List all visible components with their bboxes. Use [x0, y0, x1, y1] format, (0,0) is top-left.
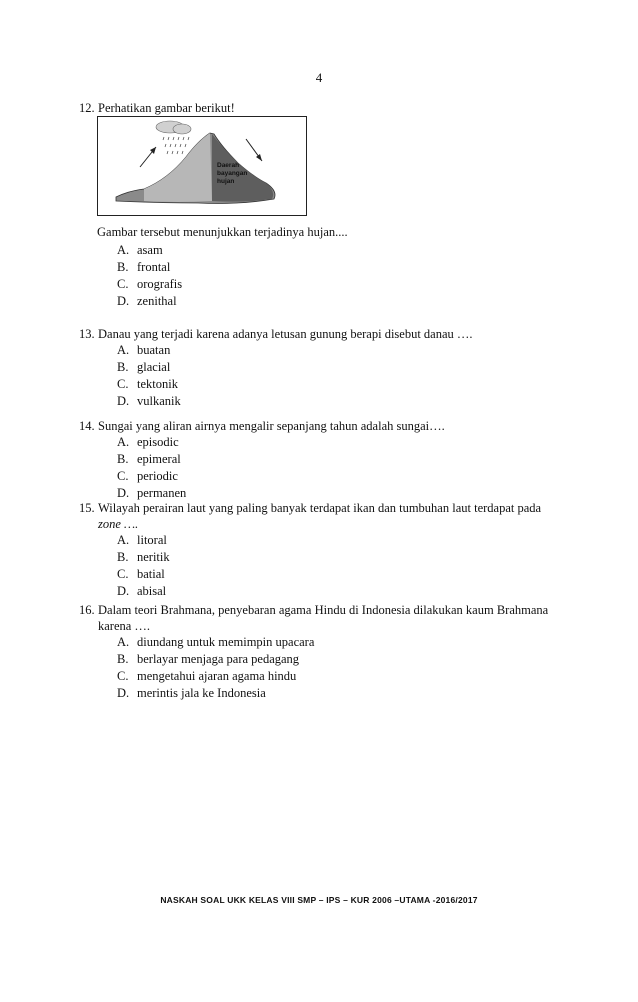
- option-c[interactable]: [117, 566, 564, 583]
- option-letter: C.: [117, 669, 129, 683]
- option-b[interactable]: [117, 451, 564, 468]
- question-13-options: [98, 342, 564, 410]
- question-number: 14.: [79, 419, 95, 433]
- cloud-shape-2: [173, 124, 191, 134]
- option-letter: A.: [117, 343, 130, 357]
- windward-slope: [144, 133, 212, 202]
- option-a[interactable]: [117, 342, 564, 359]
- option-c[interactable]: [117, 276, 182, 293]
- option-c[interactable]: [117, 376, 564, 393]
- option-letter: D.: [117, 394, 130, 408]
- question-text-line-2: karena ….: [98, 619, 151, 633]
- option-text: asam: [137, 243, 163, 257]
- option-letter: B.: [117, 652, 129, 666]
- option-letter: C.: [117, 567, 129, 581]
- mountain-diagram: [98, 117, 306, 215]
- option-d[interactable]: [117, 393, 564, 410]
- rain-drops: [163, 137, 189, 154]
- option-c[interactable]: [117, 468, 564, 485]
- question-12-lead: Gambar tersebut menunjukkan terjadinya hujan....: [97, 225, 348, 239]
- option-letter: D.: [117, 584, 130, 598]
- descending-air-arrow-icon: [246, 139, 262, 161]
- option-letter: D.: [117, 486, 130, 500]
- option-b[interactable]: [117, 549, 564, 566]
- option-b[interactable]: [117, 359, 564, 376]
- rising-air-arrow-icon: [140, 147, 156, 167]
- option-a[interactable]: [117, 634, 564, 651]
- question-14: [79, 418, 564, 502]
- option-letter: A.: [117, 435, 130, 449]
- option-text: abisal: [137, 584, 167, 598]
- question-text-line-2: zone ….: [98, 517, 139, 531]
- option-text: mengetahui ajaran agama hindu: [137, 669, 297, 683]
- question-text: Perhatikan gambar berikut!: [98, 101, 235, 115]
- option-d[interactable]: [117, 685, 564, 702]
- option-letter: D.: [117, 686, 130, 700]
- question-number: 13.: [79, 327, 95, 341]
- question-14-options: [98, 434, 564, 502]
- option-letter: C.: [117, 377, 129, 391]
- option-d[interactable]: [117, 293, 182, 310]
- question-number: 15.: [79, 501, 95, 515]
- option-text: episodic: [137, 435, 179, 449]
- rain-shadow-label-2: bayangan: [217, 170, 248, 177]
- option-text: vulkanik: [137, 394, 181, 408]
- option-text: litoral: [137, 533, 167, 547]
- option-letter: C.: [117, 277, 129, 291]
- question-number: 12.: [79, 101, 95, 115]
- option-text: berlayar menjaga para pedagang: [137, 652, 300, 666]
- rain-shadow-label-3: hujan: [217, 178, 235, 185]
- question-12: [79, 100, 564, 116]
- option-text: periodic: [137, 469, 178, 483]
- option-a[interactable]: [117, 434, 564, 451]
- option-letter: A.: [117, 533, 130, 547]
- page-number: 4: [315, 70, 323, 85]
- option-text: tektonik: [137, 377, 178, 391]
- option-c[interactable]: [117, 668, 564, 685]
- option-text: permanen: [137, 486, 187, 500]
- question-16-options: [98, 634, 564, 702]
- option-a[interactable]: [117, 532, 564, 549]
- question-text: Danau yang terjadi karena adanya letusan gunung berapi disebut danau ….: [98, 327, 473, 341]
- option-text: diundang untuk memimpin upacara: [137, 635, 315, 649]
- question-15-options: [98, 532, 564, 600]
- option-letter: B.: [117, 260, 129, 274]
- option-text: frontal: [137, 260, 171, 274]
- option-letter: C.: [117, 469, 129, 483]
- option-text: buatan: [137, 343, 171, 357]
- page-footer: NASKAH SOAL UKK KELAS VIII SMP – IPS – KUR 2006 –UTAMA -2016/2017: [160, 895, 478, 905]
- option-text: orografis: [137, 277, 183, 291]
- option-text: epimeral: [137, 452, 181, 466]
- option-letter: B.: [117, 452, 129, 466]
- question-text-line-1: Dalam teori Brahmana, penyebaran agama Hindu di Indonesia dilakukan kaum Brahmana: [98, 603, 549, 617]
- option-a[interactable]: [117, 242, 182, 259]
- question-text: Sungai yang aliran airnya mengalir sepanjang tahun adalah sungai….: [98, 419, 445, 433]
- option-d[interactable]: [117, 583, 564, 600]
- orographic-rain-figure: [97, 116, 307, 216]
- option-letter: D.: [117, 294, 130, 308]
- question-13: [79, 326, 564, 410]
- option-letter: A.: [117, 635, 130, 649]
- option-letter: B.: [117, 550, 129, 564]
- option-text: neritik: [137, 550, 170, 564]
- question-15: [79, 500, 564, 600]
- option-b[interactable]: [117, 651, 564, 668]
- option-b[interactable]: [117, 259, 182, 276]
- option-text: batial: [137, 567, 165, 581]
- option-text: zenithal: [137, 294, 177, 308]
- rain-shadow-label-1: Daerah: [217, 162, 240, 169]
- option-text: glacial: [137, 360, 171, 374]
- question-text-line-1: Wilayah perairan laut yang paling banyak terdapat ikan dan tumbuhan laut terdapat pada: [98, 501, 542, 515]
- option-letter: A.: [117, 243, 130, 257]
- question-number: 16.: [79, 603, 95, 617]
- option-letter: B.: [117, 360, 129, 374]
- question-12-options: [117, 242, 182, 310]
- question-16: [79, 602, 564, 702]
- option-text: merintis jala ke Indonesia: [137, 686, 266, 700]
